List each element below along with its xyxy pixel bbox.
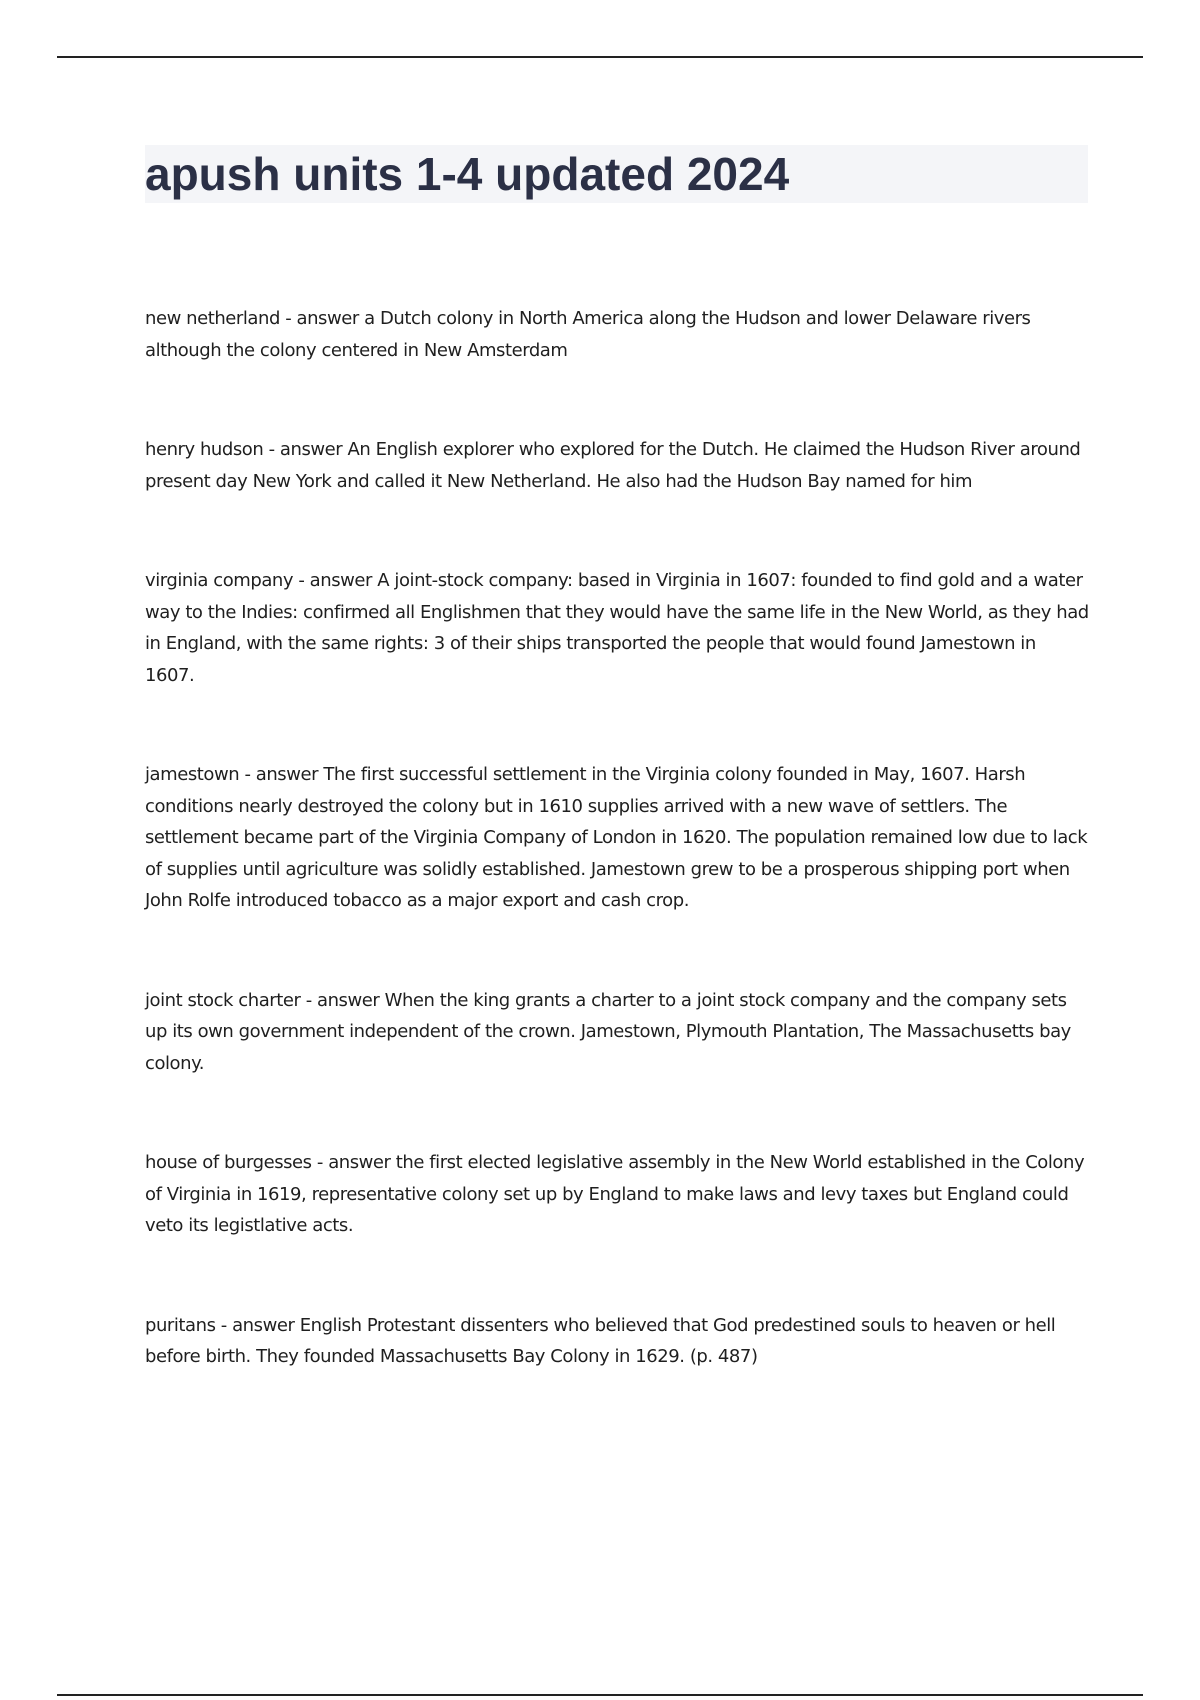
bottom-rule: [57, 1694, 1143, 1696]
flashcard-entry: [145, 985, 1090, 1080]
entry-separator: - answer: [311, 1152, 396, 1173]
entry-separator: - answer: [279, 308, 365, 329]
flashcard-entry: [145, 303, 1090, 366]
entry-separator: - answer: [263, 439, 348, 460]
entry-separator: - answer: [300, 989, 385, 1011]
flashcard-entry: [145, 1310, 1090, 1373]
flashcard-entry: [145, 434, 1090, 497]
entry-definition: When the king grants a charter to a joint stock company and the company sets up its own government independent of the crown. Jamestown, Plymouth Plantation, The Massachusetts bay colony.: [145, 989, 1071, 1074]
document-title: apush units 1-4 updated 2024: [145, 148, 790, 200]
entry-term: new netherland: [145, 308, 280, 329]
entry-term: house of burgesses: [145, 1152, 312, 1173]
entry-definition: English Protestant dissenters who believed that God predestined souls to heaven or hell before birth. They founded Massachusetts Bay Colony in 1629. (p. 487): [145, 1314, 1056, 1367]
flashcard-entry: [145, 1147, 1090, 1242]
entry-separator: - answer: [239, 764, 324, 785]
entry-definition: A joint-stock company: based in Virginia in 1607: founded to find gold and a water way to the Indies: confirmed all Englishmen that they would have the same life in the New World, as they had in England, with the same rights: 3 of their ships transported the people that would found Jamestown in 1607.: [145, 570, 1089, 686]
entry-term: puritans: [145, 1314, 216, 1336]
entry-separator: - answer: [215, 1314, 300, 1336]
top-rule: [57, 56, 1143, 58]
entry-definition: The first successful settlement in the Virginia colony founded in May, 1607. Harsh conditions nearly destroyed the colony but in 1610 supplies arrived with a new wave of settlers. The settlement became part of the Virginia Company of London in 1620. The population remained low due to lack of supplies until agriculture was solidly established. Jamestown grew to be a prosperous shipping port when John Rolfe introduced tobacco as a major export and cash crop.: [145, 764, 1088, 911]
entry-term: joint stock charter: [145, 989, 301, 1011]
entry-definition: the first elected legislative assembly in the New World established in the Colony of Virginia in 1619, representative colony set up by England to make laws and levy taxes but England could veto its legistlative acts.: [145, 1152, 1085, 1236]
entry-term: virginia company: [145, 570, 294, 591]
entry-definition: An English explorer who explored for the Dutch. He claimed the Hudson River around present day New York and called it New Netherland. He also had the Hudson Bay named for him: [145, 439, 1081, 492]
entry-term: henry hudson: [145, 439, 264, 460]
entry-separator: - answer: [293, 570, 378, 591]
flashcard-entry: [145, 565, 1090, 691]
flashcard-entry: [145, 759, 1090, 917]
entry-definition: a Dutch colony in North America along the Hudson and lower Delaware rivers although the colony centered in New Amsterdam: [145, 308, 1031, 361]
flashcard-list: [145, 303, 1090, 1441]
entry-term: jamestown: [145, 764, 240, 785]
